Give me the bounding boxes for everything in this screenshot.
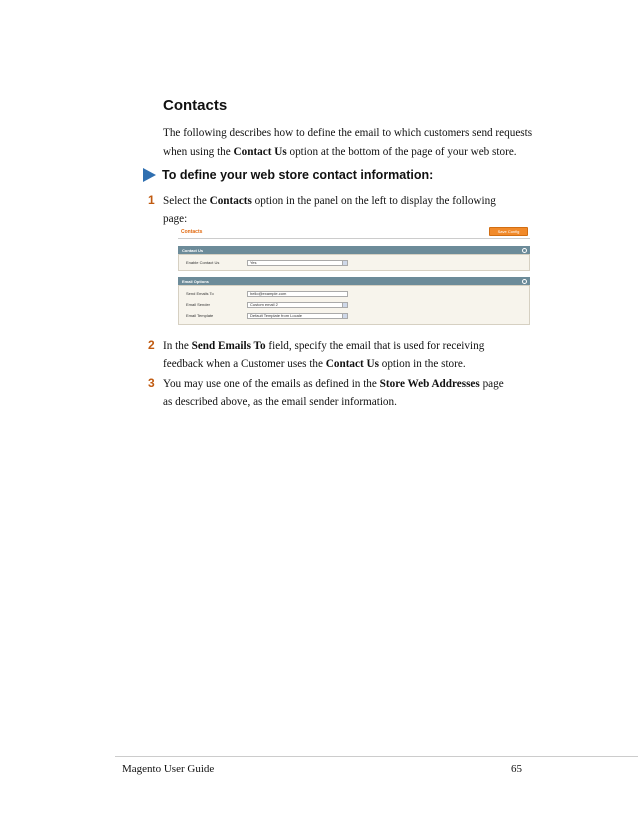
field-label: Send Emails To [186,291,214,296]
collapse-icon[interactable] [522,248,527,253]
step-number: 3 [148,376,155,390]
field-row [186,312,348,319]
divider [178,238,530,239]
footer-title: Magento User Guide [122,763,215,775]
step-1 [148,192,548,228]
contacts-screenshot [178,225,530,325]
send-emails-to-input[interactable]: hello@example.com [247,291,348,297]
email-template-select[interactable]: Default Template from Locale [247,313,348,319]
step-text: Select the Contacts option in the panel on the left to display the following page: [163,195,496,225]
procedure-title: To define your web store contact information: [162,168,434,182]
procedure-heading [143,168,433,182]
intro-paragraph: The following describes how to define the email to which customers send requests when using the Contact Us option at the bottom of the page of your web store. [163,127,533,158]
save-config-button[interactable]: Save Config [489,227,528,236]
collapse-icon[interactable] [522,279,527,284]
section-body-contact-us [178,254,530,271]
section-title: Email Options [182,278,209,284]
section-header-contact-us[interactable] [178,246,530,254]
step-number: 1 [148,193,155,207]
enable-contact-us-select[interactable]: Yes [247,260,348,266]
section-body-email-options [178,285,530,325]
section-heading: Contacts [163,97,228,114]
field-row [186,290,348,297]
screenshot-title: Contacts [181,229,203,235]
email-sender-select[interactable]: Custom email 2 [247,302,348,308]
step-number: 2 [148,338,155,352]
step-text: In the Send Emails To field, specify the email that is used for receiving feedback when a Customer uses the Contact Us option in the store. [163,340,485,370]
section-title: Contact Us [182,247,204,253]
field-label: Email Template [186,313,214,318]
step-3 [148,375,548,411]
field-label: Email Sender [186,302,211,307]
field-row [186,259,348,266]
step-2 [148,337,548,373]
section-header-email-options[interactable] [178,277,530,285]
footer-divider [115,756,638,757]
field-label: Enable Contact Us [186,260,220,265]
page-number: 65 [511,763,522,775]
field-row [186,301,348,308]
step-text: You may use one of the emails as defined in the Store Web Addresses page as described above, as the email sender information. [163,378,504,408]
procedure-arrow-icon [143,168,156,182]
